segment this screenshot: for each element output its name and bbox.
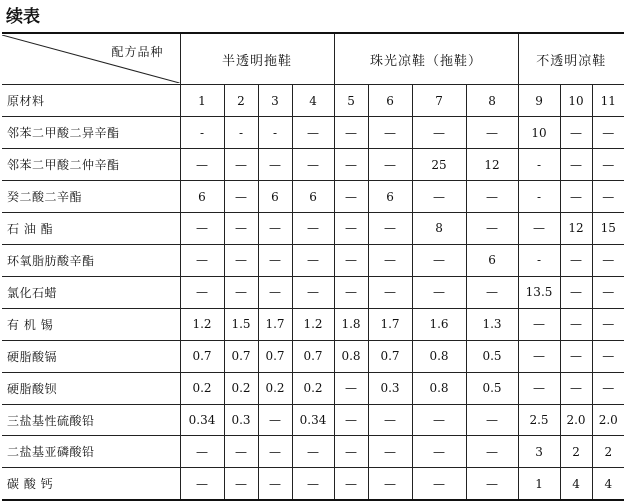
- amount-cell: —: [368, 117, 412, 149]
- group-header-pearl-sandals: 珠光凉鞋（拖鞋）: [334, 33, 518, 85]
- material-name: 二盐基亚磷酸铅: [2, 436, 180, 468]
- amount-cell: 0.5: [466, 372, 518, 404]
- formula-number: 1: [180, 85, 224, 117]
- amount-cell: 0.34: [180, 404, 224, 436]
- amount-cell: 1.5: [224, 308, 258, 340]
- amount-cell: —: [258, 276, 292, 308]
- amount-cell: —: [466, 468, 518, 500]
- amount-cell: —: [258, 213, 292, 245]
- corner-label-material: 原材料: [2, 85, 180, 117]
- amount-cell: 2: [560, 436, 592, 468]
- amount-cell: 6: [466, 244, 518, 276]
- amount-cell: 4: [560, 468, 592, 500]
- amount-cell: —: [334, 213, 368, 245]
- amount-cell: 1.7: [258, 308, 292, 340]
- amount-cell: 0.5: [466, 340, 518, 372]
- amount-cell: —: [334, 117, 368, 149]
- amount-cell: —: [334, 276, 368, 308]
- amount-cell: —: [180, 436, 224, 468]
- amount-cell: —: [334, 181, 368, 213]
- amount-cell: —: [560, 244, 592, 276]
- amount-cell: —: [592, 372, 624, 404]
- amount-cell: —: [560, 340, 592, 372]
- amount-cell: 0.7: [258, 340, 292, 372]
- amount-cell: —: [466, 117, 518, 149]
- amount-cell: —: [334, 372, 368, 404]
- amount-cell: —: [224, 468, 258, 500]
- amount-cell: -: [180, 117, 224, 149]
- amount-cell: -: [258, 117, 292, 149]
- table-row: [2, 340, 624, 372]
- table-row: [2, 117, 624, 149]
- material-name: 石 油 酯: [2, 213, 180, 245]
- amount-cell: —: [592, 181, 624, 213]
- amount-cell: —: [560, 181, 592, 213]
- material-name: 硬脂酸镉: [2, 340, 180, 372]
- amount-cell: —: [292, 244, 334, 276]
- amount-cell: —: [592, 149, 624, 181]
- amount-cell: —: [412, 468, 466, 500]
- material-name: 有 机 锡: [2, 308, 180, 340]
- amount-cell: —: [466, 213, 518, 245]
- amount-cell: 6: [180, 181, 224, 213]
- material-name: 环氧脂肪酸辛酯: [2, 244, 180, 276]
- amount-cell: —: [334, 404, 368, 436]
- amount-cell: -: [224, 117, 258, 149]
- amount-cell: 12: [466, 149, 518, 181]
- amount-cell: 0.8: [334, 340, 368, 372]
- amount-cell: —: [592, 276, 624, 308]
- amount-cell: 0.34: [292, 404, 334, 436]
- amount-cell: —: [412, 181, 466, 213]
- table-row: [2, 181, 624, 213]
- amount-cell: 0.2: [180, 372, 224, 404]
- formula-number: 8: [466, 85, 518, 117]
- amount-cell: 2.5: [518, 404, 560, 436]
- amount-cell: —: [334, 468, 368, 500]
- amount-cell: —: [180, 149, 224, 181]
- header-number-row: [2, 85, 624, 117]
- table-title: 续表: [6, 7, 40, 27]
- amount-cell: —: [292, 468, 334, 500]
- amount-cell: —: [412, 404, 466, 436]
- formula-number: 4: [292, 85, 334, 117]
- formula-number: 6: [368, 85, 412, 117]
- amount-cell: -: [518, 181, 560, 213]
- amount-cell: 1.2: [292, 308, 334, 340]
- table-row: [2, 276, 624, 308]
- amount-cell: —: [224, 436, 258, 468]
- amount-cell: 1.7: [368, 308, 412, 340]
- material-name: 癸二酸二辛酯: [2, 181, 180, 213]
- amount-cell: 4: [592, 468, 624, 500]
- amount-cell: 25: [412, 149, 466, 181]
- table-row: [2, 149, 624, 181]
- amount-cell: 0.2: [258, 372, 292, 404]
- amount-cell: 1: [518, 468, 560, 500]
- amount-cell: —: [592, 244, 624, 276]
- amount-cell: 2: [592, 436, 624, 468]
- amount-cell: —: [258, 244, 292, 276]
- amount-cell: —: [592, 340, 624, 372]
- material-name: 碳 酸 钙: [2, 468, 180, 500]
- amount-cell: —: [466, 436, 518, 468]
- amount-cell: —: [180, 213, 224, 245]
- amount-cell: 13.5: [518, 276, 560, 308]
- amount-cell: 0.8: [412, 372, 466, 404]
- amount-cell: 0.7: [224, 340, 258, 372]
- material-name: 三盐基性硫酸铅: [2, 404, 180, 436]
- corner-label-formula: 配方品种: [111, 45, 164, 60]
- amount-cell: —: [224, 244, 258, 276]
- amount-cell: -: [518, 149, 560, 181]
- amount-cell: 2.0: [560, 404, 592, 436]
- amount-cell: —: [560, 117, 592, 149]
- amount-cell: 0.8: [412, 340, 466, 372]
- amount-cell: 10: [518, 117, 560, 149]
- amount-cell: —: [560, 308, 592, 340]
- amount-cell: 1.2: [180, 308, 224, 340]
- amount-cell: 0.3: [368, 372, 412, 404]
- amount-cell: -: [518, 244, 560, 276]
- table-row: [2, 244, 624, 276]
- amount-cell: —: [368, 149, 412, 181]
- material-name: 硬脂酸钡: [2, 372, 180, 404]
- amount-cell: 2.0: [592, 404, 624, 436]
- table-row: [2, 404, 624, 436]
- amount-cell: —: [518, 213, 560, 245]
- amount-cell: —: [466, 181, 518, 213]
- amount-cell: 0.2: [292, 372, 334, 404]
- table-row: [2, 468, 624, 500]
- formula-number: 5: [334, 85, 368, 117]
- amount-cell: —: [334, 436, 368, 468]
- amount-cell: 0.3: [224, 404, 258, 436]
- amount-cell: 6: [258, 181, 292, 213]
- amount-cell: —: [412, 117, 466, 149]
- amount-cell: —: [224, 213, 258, 245]
- amount-cell: 0.2: [224, 372, 258, 404]
- amount-cell: 1.8: [334, 308, 368, 340]
- amount-cell: —: [292, 276, 334, 308]
- amount-cell: 6: [368, 181, 412, 213]
- material-name: 邻苯二甲酸二异辛酯: [2, 117, 180, 149]
- amount-cell: —: [224, 181, 258, 213]
- amount-cell: 3: [518, 436, 560, 468]
- amount-cell: 8: [412, 213, 466, 245]
- header-group-row: [2, 33, 624, 85]
- amount-cell: 15: [592, 213, 624, 245]
- amount-cell: —: [368, 213, 412, 245]
- table-row: [2, 213, 624, 245]
- amount-cell: —: [180, 276, 224, 308]
- amount-cell: 12: [560, 213, 592, 245]
- material-name: 氯化石蜡: [2, 276, 180, 308]
- amount-cell: —: [466, 276, 518, 308]
- amount-cell: —: [224, 149, 258, 181]
- formula-number: 7: [412, 85, 466, 117]
- amount-cell: —: [180, 244, 224, 276]
- group-header-opaque-sandals: 不透明凉鞋: [518, 33, 624, 85]
- amount-cell: —: [292, 436, 334, 468]
- amount-cell: —: [412, 244, 466, 276]
- amount-cell: —: [592, 117, 624, 149]
- amount-cell: —: [334, 244, 368, 276]
- amount-cell: —: [368, 404, 412, 436]
- amount-cell: 0.7: [180, 340, 224, 372]
- amount-cell: —: [224, 276, 258, 308]
- amount-cell: —: [560, 149, 592, 181]
- amount-cell: —: [292, 149, 334, 181]
- table-row: [2, 436, 624, 468]
- header-corner: [2, 33, 180, 85]
- table-row: [2, 308, 624, 340]
- formula-number: 9: [518, 85, 560, 117]
- formula-number: 11: [592, 85, 624, 117]
- amount-cell: —: [518, 308, 560, 340]
- amount-cell: 0.7: [368, 340, 412, 372]
- amount-cell: —: [368, 244, 412, 276]
- formula-number: 10: [560, 85, 592, 117]
- amount-cell: —: [412, 436, 466, 468]
- amount-cell: —: [334, 149, 368, 181]
- amount-cell: 6: [292, 181, 334, 213]
- amount-cell: —: [518, 372, 560, 404]
- table-row: [2, 372, 624, 404]
- amount-cell: —: [592, 308, 624, 340]
- amount-cell: —: [560, 276, 592, 308]
- formula-table: [2, 32, 624, 501]
- amount-cell: —: [258, 149, 292, 181]
- group-header-translucent-slippers: 半透明拖鞋: [180, 33, 334, 85]
- formula-number: 2: [224, 85, 258, 117]
- amount-cell: —: [258, 404, 292, 436]
- amount-cell: —: [180, 468, 224, 500]
- amount-cell: —: [518, 340, 560, 372]
- amount-cell: —: [292, 117, 334, 149]
- amount-cell: —: [466, 404, 518, 436]
- amount-cell: —: [258, 468, 292, 500]
- material-name: 邻苯二甲酸二仲辛酯: [2, 149, 180, 181]
- amount-cell: —: [368, 468, 412, 500]
- formula-number: 3: [258, 85, 292, 117]
- amount-cell: 1.3: [466, 308, 518, 340]
- amount-cell: —: [412, 276, 466, 308]
- amount-cell: 0.7: [292, 340, 334, 372]
- amount-cell: —: [368, 276, 412, 308]
- amount-cell: —: [292, 213, 334, 245]
- amount-cell: 1.6: [412, 308, 466, 340]
- amount-cell: —: [258, 436, 292, 468]
- amount-cell: —: [368, 436, 412, 468]
- amount-cell: —: [560, 372, 592, 404]
